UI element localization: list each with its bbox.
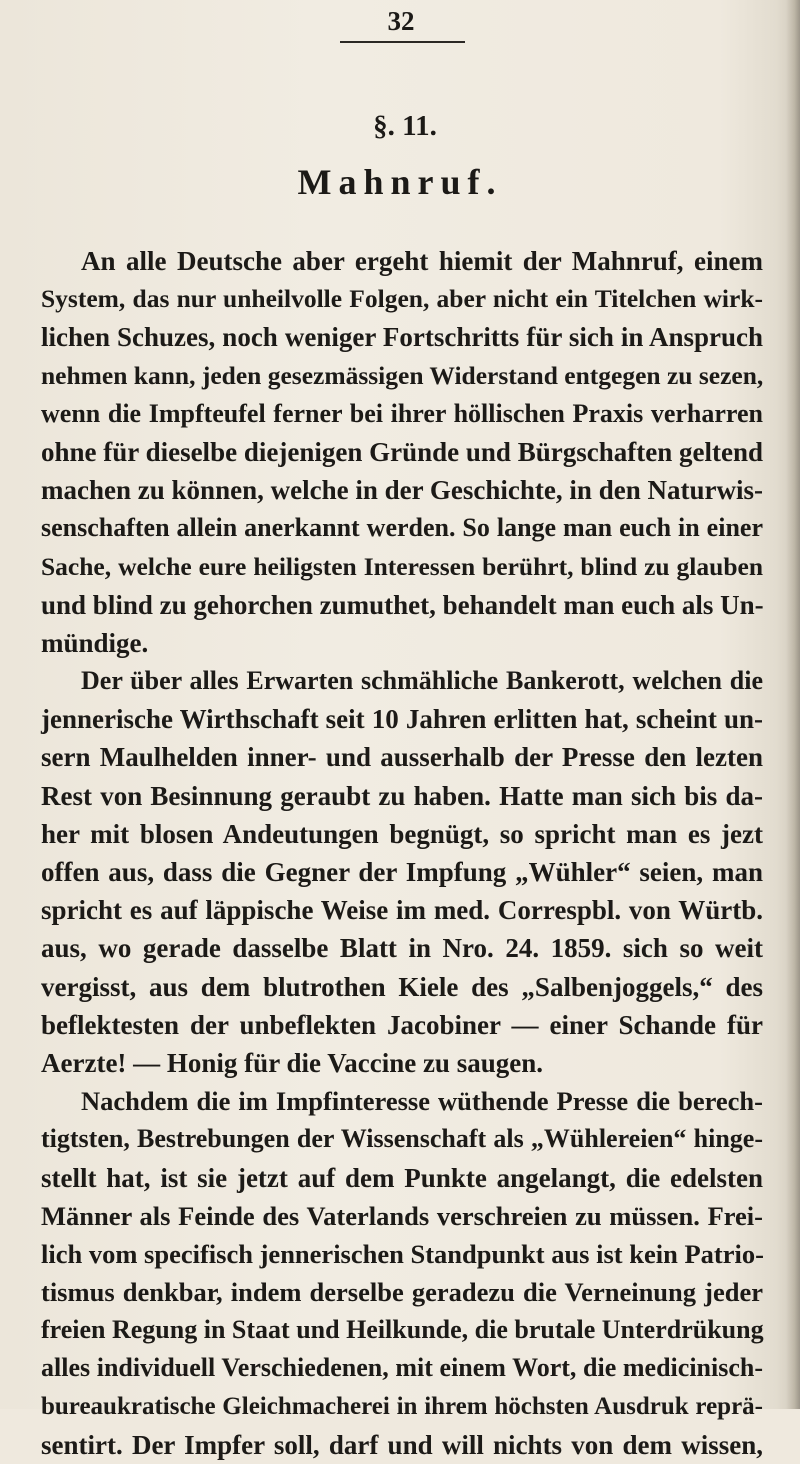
text-line: beflektesten der unbeflekten Jacobiner — einer Schande für: [41, 1009, 763, 1040]
text-line: Rest von Besinnung geraubt zu haben. Hatte man sich bis da-: [41, 780, 763, 811]
text-line: ohne für dieselbe diejenigen Gründe und Bürgschaften geltend: [41, 436, 763, 467]
text-line: alles individuell Verschiedenen, mit einem Wort, die medicinisch-: [41, 1353, 763, 1383]
text-line: Männer als Feinde des Vaterlands verschreien zu müssen. Frei-: [41, 1200, 763, 1231]
section-number: §. 11.: [373, 110, 437, 142]
text-line: lichen Schuzes, noch weniger Fortschritts für sich in Anspruch: [41, 322, 763, 353]
text-line: bureaukratische Gleichmacherei in ihrem höchsten Ausdruk reprä-: [41, 1392, 763, 1420]
text-line: aus, wo gerade dasselbe Blatt in Nro. 24. 1859. sich so weit: [41, 933, 763, 964]
section-heading: Mahnruf.: [297, 162, 503, 202]
text-line: spricht es auf läppische Weise im med. Correspbl. von Würtb.: [41, 895, 763, 926]
text-line: tismus denkbar, indem derselbe geradezu die Verneinung jeder: [41, 1277, 763, 1308]
text-line: Nachdem die im Impfinteresse wüthende Presse die berech-: [81, 1086, 763, 1117]
text-line: An alle Deutsche aber ergeht hiemit der Mahnruf, einem: [81, 246, 763, 276]
text-line: lich vom specifisch jennerischen Standpunkt aus ist kein Patrio-: [41, 1238, 764, 1269]
text-line: vergisst, aus dem blutrothen Kiele des „Salbenjoggels,“ des: [41, 971, 763, 1002]
text-line: Aerzte! — Honig für die Vaccine zu saugen.: [41, 1047, 543, 1078]
text-line: tigtsten, Bestrebungen der Wissenschaft als „Wühlereien“ hinge-: [41, 1124, 763, 1154]
text-line: Sache, welche eure heiligsten Interessen berührt, blind zu glauben: [41, 551, 763, 581]
text-line: nehmen kann, jeden gesezmässigen Widerstand entgegen zu sezen,: [41, 360, 764, 390]
text-line: sern Maulhelden inner- und ausserhalb der Presse den lezten: [41, 742, 763, 773]
text-line: und blind zu gehorchen zumuthet, behandelt man euch als Un-: [41, 589, 764, 620]
text-line: wenn die Impfteufel ferner bei ihrer höllischen Praxis verharren: [41, 398, 763, 428]
page-number: 32: [387, 6, 415, 36]
text-line: machen zu können, welche in der Geschichte, in den Naturwis-: [41, 475, 763, 506]
text-line: System, das nur unheilvolle Folgen, aber nicht ein Titelchen wirk-: [41, 284, 763, 314]
text-line: freien Regung in Staat und Heilkunde, die brutale Unterdrükung: [41, 1315, 764, 1345]
text-line: senschaften allein anerkannt werden. So lange man euch in einer: [41, 513, 763, 543]
text-line: sentirt. Der Impfer soll, darf und will nichts von dem wissen,: [41, 1429, 763, 1460]
text-line: jennerische Wirthschaft seit 10 Jahren erlitten hat, scheint un-: [41, 704, 763, 735]
text-line: offen aus, dass die Gegner der Impfung „Wühler“ seien, man: [41, 857, 763, 887]
text-line: stellt hat, ist sie jetzt auf dem Punkte angelangt, die edelsten: [41, 1162, 763, 1193]
page-number-rule: [340, 41, 465, 43]
page-edge-shadow: [786, 0, 800, 1409]
body-text: [41, 242, 763, 1464]
text-line: mündige.: [41, 627, 149, 658]
text-line: her mit blosen Andeutungen begnügt, so spricht man es jezt: [41, 818, 763, 849]
text-line: Der über alles Erwarten schmähliche Bankerott, welchen die: [81, 666, 763, 696]
